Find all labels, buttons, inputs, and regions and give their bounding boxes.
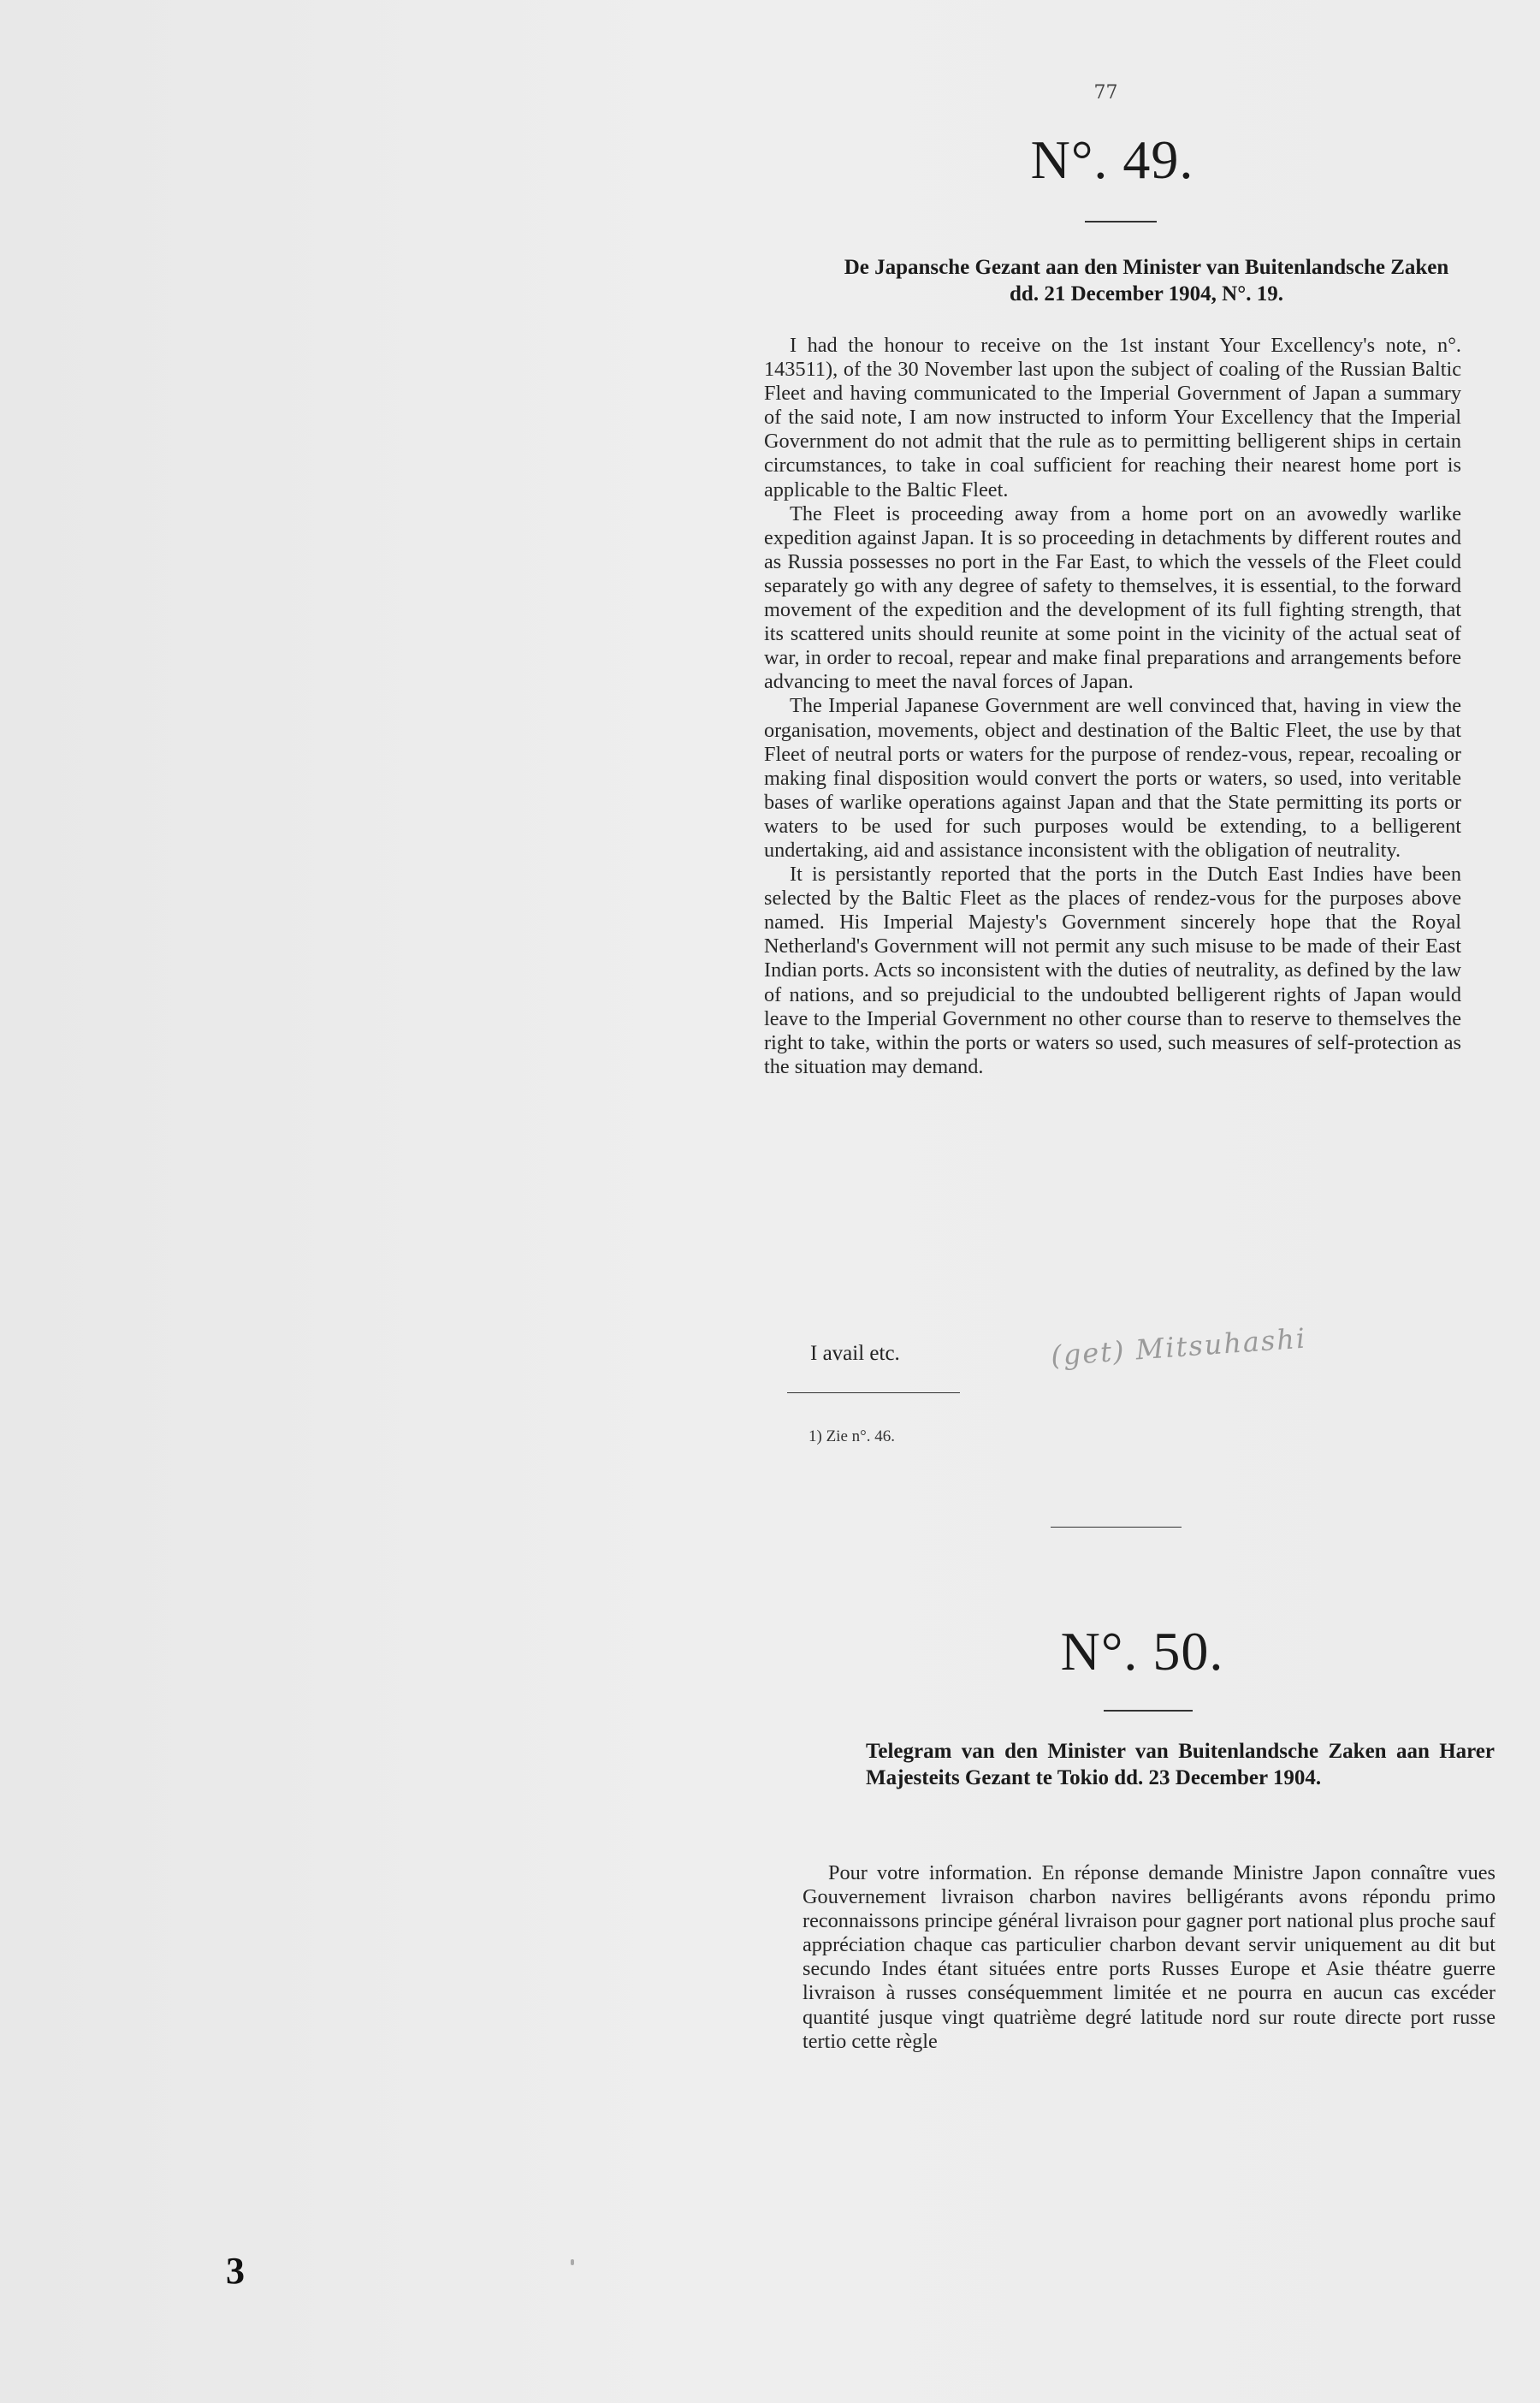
paragraph: It is persistantly reported that the ports in the Dutch East Indies have been selected by the Baltic Fleet as the places of rendez-vous for the purposes above named. His Imperial Majesty's Government sincerely hope that the Royal Netherland's Government will not permit any such misuse to be made of their East Indian ports. Acts so inconsistent with the duties of neutrality, as defined by the law of nations, and so prejudicial to the undoubted belligerent rights of Japan would leave to the Imperial Government no other course than to reserve to themselves the right to take, within the ports or waters so used, such measures of self-protection as the situation may demand. (764, 863, 1461, 1078)
document-heading-49: De Japansche Gezant aan den Minister van Buitenlandsche Zaken dd. 21 December 1904, N°. 19. (844, 256, 1449, 306)
footnote: 1) Zie n°. 46. (808, 1427, 895, 1445)
footnote-rule (787, 1392, 960, 1393)
document-number-50: N°. 50. (1060, 1621, 1224, 1682)
document-heading-50: Telegram van den Minister van Buitenlandsche Zaken aan Harer Majesteits Gezant te Tokio dd. 23 December 1904. (866, 1740, 1495, 1789)
document-body-49 (764, 334, 1461, 1079)
paragraph: The Imperial Japanese Government are well convinced that, having in view the organisation, movements, object and destination of the Baltic Fleet, the use by that Fleet of neutral ports or waters for the purpose of rendez-vous, repear, recoaling or making final disposition would convert the ports or waters, so used, into veritable bases of warlike operations against Japan and that the State permitting its ports or waters to be used for such purposes would be extending, to a belligerent undertaking, aid and assistance inconsistent with the obligation of neutrality. (764, 694, 1461, 862)
title-rule (1085, 221, 1157, 222)
paragraph: Pour votre information. En réponse demande Ministre Japon connaître vues Gouvernement livraison charbon navires belligérants avons répondu primo reconnaissons principe général livraison pour gagner port national plus proche sauf appréciation chaque cas particulier charbon devant servir uniquement au dit but secundo Indes étant situées entre ports Russes Europe et Asie théatre guerre livraison à russes conséquemment limitée et ne pourra en aucun cas excéder quantité jusque vingt quatrième degré latitude nord sur route directe port russe tertio cette règle (803, 1861, 1496, 2053)
paragraph: I had the honour to receive on the 1st instant Your Excellency's note, n°. 143511), of the 30 November last upon the subject of coaling of the Russian Baltic Fleet and having communicated to the Imperial Government of Japan a summary of the said note, I am now instructed to inform Your Excellency that the Imperial Government do not admit that the rule as to permitting belligerent ships in certain circumstances, to take in coal sufficient for reaching their nearest home port is applicable to the Baltic Fleet. (764, 334, 1461, 501)
page-number: 77 (1093, 82, 1118, 104)
handwritten-signature: (get) Mitsuhashi (1050, 1321, 1308, 1373)
title-rule (1104, 1710, 1193, 1712)
paragraph: The Fleet is proceeding away from a home port on an avowedly warlike expedition against Japan. It is so proceeding in detachments by different routes and as Russia possesses no port in the Far East, to which the vessels of the Fleet could separately go with any degree of safety to themselves, it is essential, to the forward movement of the expedition and the development of its full fighting strength, that its scattered units should reunite at some point in the vicinity of the actual seat of war, in order to recoal, repear and make final preparations and arrangements before advancing to meet the naval forces of Japan. (764, 501, 1461, 694)
scan-speck (571, 2259, 574, 2265)
document-number-49: N°. 49. (1030, 129, 1194, 190)
document-body-50 (803, 1861, 1496, 2054)
closing-phrase: I avail etc. (810, 1342, 900, 1365)
sheet-number: 3 (226, 2250, 245, 2292)
section-divider (1051, 1527, 1182, 1528)
